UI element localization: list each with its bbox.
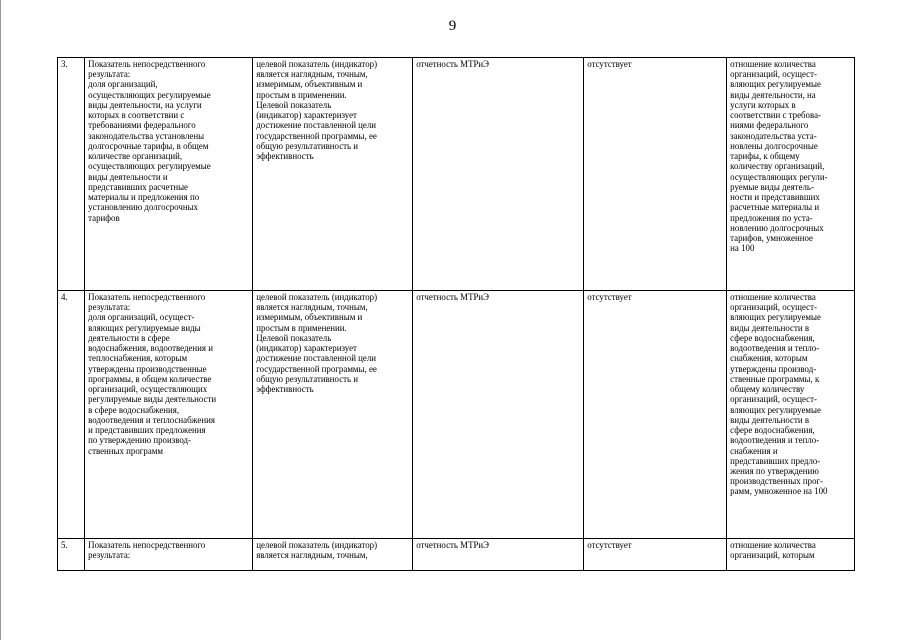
table-row bbox=[58, 291, 855, 539]
base-value: отсутствует bbox=[584, 58, 727, 291]
indicator-name: Показатель непосредственного результата: bbox=[85, 539, 253, 571]
page-number: 9 bbox=[448, 18, 457, 34]
data-source: отчетность МТРиЭ bbox=[413, 539, 584, 571]
table-row bbox=[58, 539, 855, 571]
data-source: отчетность МТРиЭ bbox=[413, 58, 584, 291]
indicator-name: Показатель непосредственного результата: доля организаций, осущест- вляющих регулируемые виды деятельности в сфере водоснабжения, водоотведения и теплоснабжения, которым утверждены производственные программы, в общем количестве организаций, осуществляющих регулируемые виды деятельности в сфере водоснабжения, водоотведения и теплоснабжения и представивших предложения по утверждению производ- ственных программ bbox=[85, 291, 253, 539]
indicator-rationale: целевой показатель (индикатор) является наглядным, точным, измеримым, объективным и простым в применении. Целевой показатель (индикатор) характеризует достижение поставленной цели государственной программы, ее общую результативность и эффективность bbox=[253, 58, 413, 291]
calculation-method: отношение количества организаций, осущест- вляющих регулируемые виды деятельности, на услуги которых в соответствии с требова- ниями федерального законодательства уста- новлены долгосрочные тарифы, к общему количеству организаций, осуществляющих регули- руемые виды деятель- ности и представивших расчетные материалы и предложения по уста- новлению долгосрочных тарифов, умноженное на 100 bbox=[727, 58, 855, 291]
indicators-table bbox=[57, 57, 855, 571]
calculation-method: отношение количества организаций, осущест- вляющих регулируемые виды деятельности в сфере водоснабжения, водоотведения и тепло- снабжения, которым утверждены производ- ственные программы, к общему количеству организаций, осущест- вляющих регулируемые виды деятельности в сфере водоснабжения, водоотведения и тепло- снабжения и представивших предло- жения по утверждению производственных прог- рамм, умноженное на 100 bbox=[727, 291, 855, 539]
indicator-rationale: целевой показатель (индикатор) является наглядным, точным, измеримым, объективным и простым в применении. Целевой показатель (индикатор) характеризует достижение поставленной цели государственной программы, ее общую результативность и эффективность bbox=[253, 291, 413, 539]
indicator-rationale: целевой показатель (индикатор) является наглядным, точным, bbox=[253, 539, 413, 571]
calculation-method: отношение количества организаций, которым bbox=[727, 539, 855, 571]
row-number: 4. bbox=[58, 291, 85, 539]
indicator-name: Показатель непосредственного результата: доля организаций, осуществляющих регулируемые виды деятельности, на услуги которых в соответствии с требованиями федерального законодательства установлены долгосрочные тарифы, в общем количестве организаций, осуществляющих регулируемые виды деятельности и представивших расчетные материалы и предложения по установлению долгосрочных тарифов bbox=[85, 58, 253, 291]
data-source: отчетность МТРиЭ bbox=[413, 291, 584, 539]
row-number: 5. bbox=[58, 539, 85, 571]
row-number: 3. bbox=[58, 58, 85, 291]
table-row bbox=[58, 58, 855, 291]
page-left-edge bbox=[0, 0, 1, 640]
base-value: отсутствует bbox=[584, 291, 727, 539]
base-value: отсутствует bbox=[584, 539, 727, 571]
